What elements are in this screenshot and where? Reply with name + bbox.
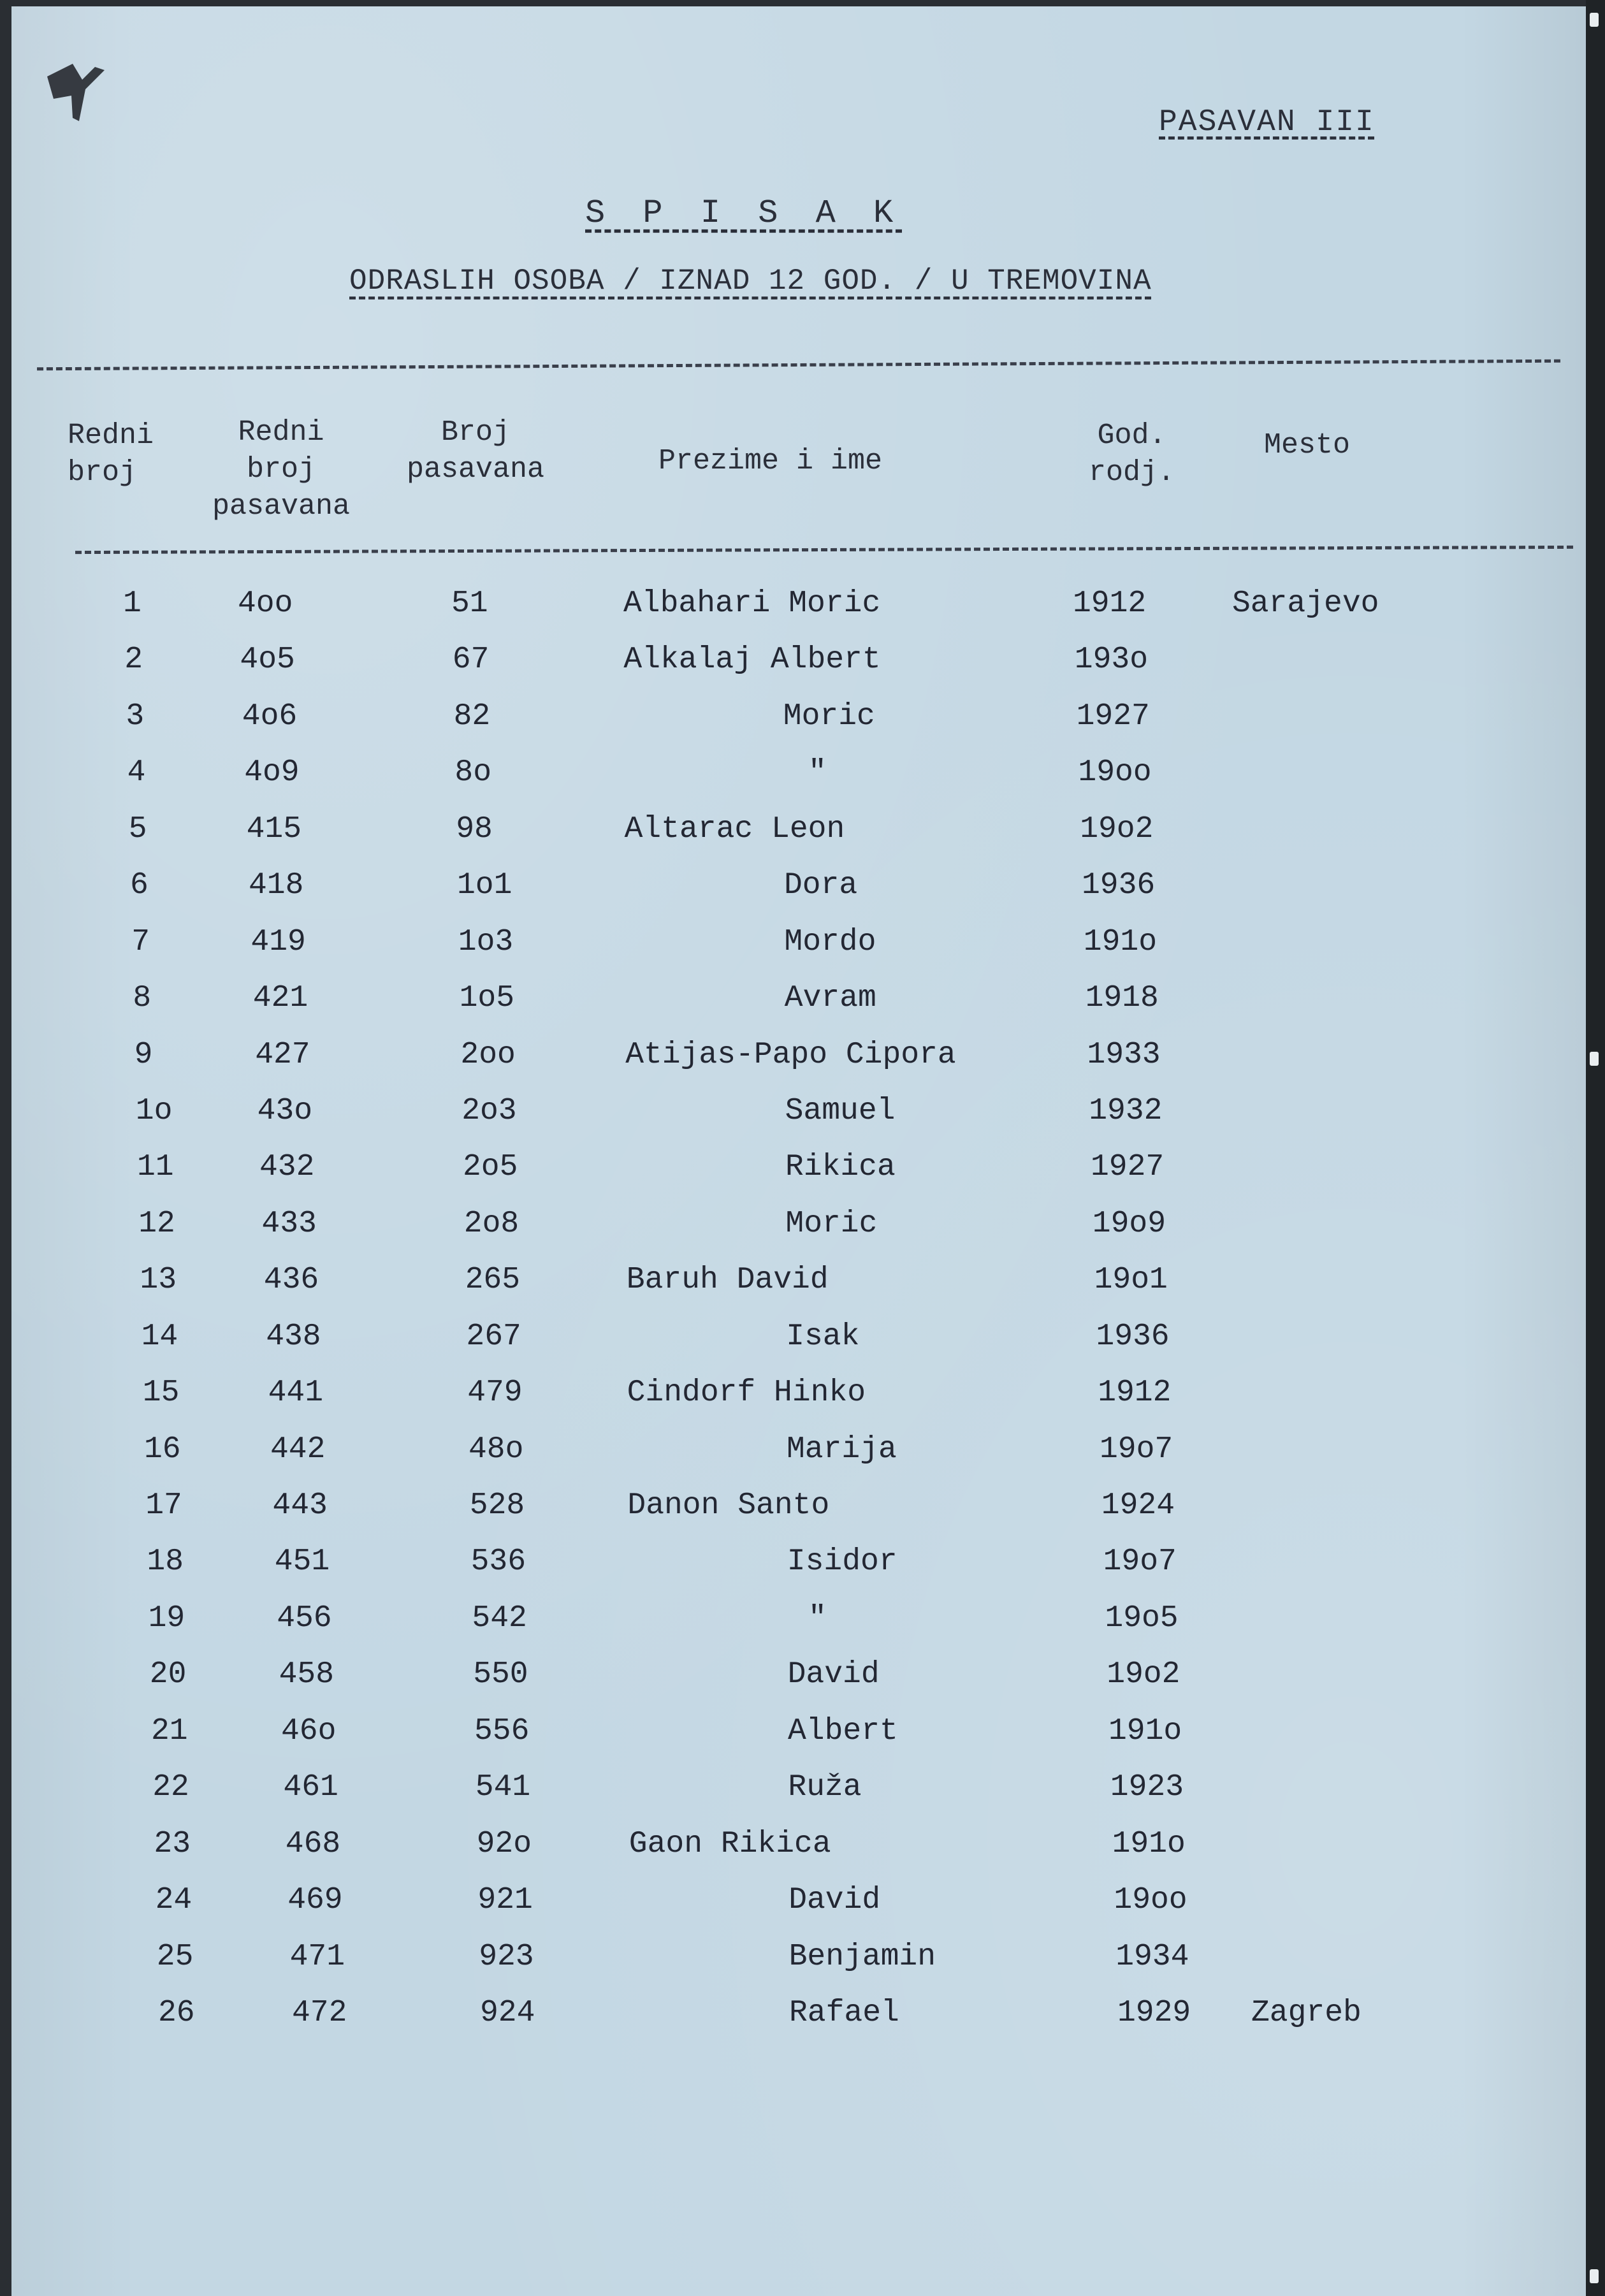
row-name: Mordo [784, 924, 876, 959]
row-pasavan-no: 43o [257, 1093, 313, 1128]
row-name: Rikica [785, 1150, 896, 1185]
row-name: Avram [784, 981, 876, 1016]
row-birth-year: 19o9 [1092, 1206, 1166, 1241]
ink-blot-mark [34, 51, 117, 127]
col-header-prezime-i-ime: Prezime i ime [658, 445, 883, 477]
row-place: Zagreb [1251, 1996, 1362, 2030]
col-header-god-rodj [1089, 418, 1175, 491]
row-pass-no: 51 [451, 586, 488, 621]
row-pasavan-no: 438 [266, 1319, 321, 1354]
row-number: 3 [126, 699, 145, 734]
row-pasavan-no: 458 [279, 1657, 335, 1692]
col-header-line: pasavana [407, 453, 545, 486]
row-pass-no: 1o5 [459, 981, 515, 1016]
punch-hole [1590, 13, 1599, 27]
row-pass-no: 542 [472, 1601, 527, 1636]
row-name: Ruža [788, 1770, 862, 1805]
row-birth-year: 1912 [1098, 1376, 1172, 1411]
row-pass-no: 921 [477, 1883, 533, 1918]
row-pass-no: 98 [456, 811, 493, 846]
row-birth-year: 1923 [1110, 1770, 1184, 1805]
row-pasavan-no: 468 [285, 1826, 341, 1861]
row-pass-no: 2o5 [463, 1150, 518, 1185]
col-header-line: rodj. [1089, 456, 1175, 489]
row-pasavan-no: 427 [255, 1037, 310, 1072]
row-birth-year: 1932 [1089, 1093, 1163, 1128]
document-subtitle: ODRASLIH OSOBA / IZNAD 12 GOD. / U TREMOVINA [349, 265, 1152, 298]
row-number: 8 [133, 981, 152, 1016]
row-birth-year: 19oo [1114, 1883, 1187, 1918]
row-name: Isak [786, 1319, 860, 1354]
row-pasavan-no: 442 [270, 1432, 326, 1467]
row-number: 5 [128, 811, 147, 846]
row-birth-year: 1912 [1073, 586, 1147, 621]
pasavan-label: PASAVAN III [1159, 105, 1375, 140]
row-pass-no: 92o [476, 1826, 532, 1861]
row-birth-year: 19o7 [1100, 1432, 1173, 1467]
row-birth-year: 191o [1112, 1826, 1186, 1861]
row-number: 14 [141, 1319, 178, 1354]
row-birth-year: 19o2 [1107, 1657, 1180, 1692]
row-pass-no: 48o [468, 1432, 524, 1467]
row-number: 22 [152, 1770, 189, 1805]
row-number: 25 [156, 1939, 194, 1974]
row-number: 24 [155, 1883, 192, 1918]
row-pasavan-no: 415 [246, 811, 302, 846]
col-header-line: Redni [238, 416, 324, 449]
row-number: 19 [148, 1601, 185, 1636]
row-pasavan-no: 432 [259, 1150, 315, 1185]
row-pass-no: 2o3 [461, 1093, 517, 1128]
row-number: 17 [145, 1488, 182, 1523]
row-name: " [808, 1601, 827, 1636]
row-number: 23 [154, 1826, 191, 1861]
row-number: 2 [124, 643, 143, 678]
col-header-redni-broj [68, 418, 154, 491]
row-birth-year: 19o5 [1105, 1601, 1179, 1636]
row-pasavan-no: 4oo [238, 586, 293, 621]
row-pass-no: 2o8 [463, 1206, 519, 1241]
row-number: 12 [138, 1206, 175, 1241]
col-header-line: broj [247, 453, 316, 486]
row-name: David [788, 1883, 881, 1918]
col-header-line: Redni [68, 419, 154, 452]
row-birth-year: 19o2 [1080, 811, 1154, 846]
row-name: Moric [783, 699, 875, 734]
row-pass-no: 8o [454, 755, 491, 790]
row-pasavan-no: 4o6 [242, 699, 298, 734]
col-header-line: pasavana [212, 490, 351, 523]
row-pass-no: 479 [467, 1376, 523, 1411]
document-sheet [11, 6, 1586, 2296]
header-bottom-rule [75, 546, 1573, 554]
row-pass-no: 536 [470, 1544, 527, 1580]
row-pasavan-no: 469 [287, 1883, 343, 1918]
row-number: 21 [151, 1713, 188, 1748]
row-pasavan-no: 419 [251, 924, 306, 959]
row-birth-year: 1936 [1096, 1319, 1170, 1354]
row-number: 6 [130, 868, 149, 903]
row-number: 11 [137, 1150, 174, 1185]
row-name: Samuel [785, 1093, 896, 1128]
row-name: Albert [788, 1713, 898, 1748]
row-pasavan-no: 451 [274, 1544, 330, 1580]
row-birth-year: 1927 [1091, 1150, 1165, 1185]
row-name: Isidor [787, 1544, 897, 1580]
row-pass-no: 1o3 [458, 924, 514, 959]
col-header-line: God. [1097, 419, 1166, 452]
row-name: Atijas-Papo Cipora [625, 1037, 956, 1072]
row-birth-year: 1934 [1115, 1939, 1189, 1974]
row-name: Alkalaj Albert [623, 643, 881, 678]
row-name: " [808, 755, 827, 790]
row-birth-year: 1924 [1101, 1488, 1175, 1523]
row-name: David [787, 1657, 880, 1692]
document-title: S P I S A K [585, 194, 903, 232]
col-header-mesto: Mesto [1264, 429, 1351, 461]
row-pasavan-no: 421 [252, 981, 309, 1016]
row-pasavan-no: 4o9 [244, 755, 300, 790]
col-header-line: broj [68, 456, 137, 489]
row-pasavan-no: 436 [263, 1263, 319, 1298]
row-number: 15 [142, 1376, 180, 1411]
row-name: Danon Santo [627, 1488, 830, 1523]
row-pass-no: 265 [465, 1263, 521, 1298]
row-name: Gaon Rikica [628, 1826, 831, 1861]
row-pasavan-no: 433 [261, 1206, 317, 1241]
row-pass-no: 923 [479, 1939, 534, 1974]
row-pass-no: 82 [453, 699, 491, 734]
row-number: 1 [123, 586, 142, 621]
row-name: Cindorf Hinko [627, 1376, 866, 1411]
row-number: 1o [135, 1093, 173, 1128]
row-name: Altarac Leon [624, 811, 845, 846]
row-name: Marija [787, 1432, 897, 1467]
punch-hole [1590, 2269, 1599, 2283]
row-name: Dora [784, 868, 858, 903]
row-number: 16 [144, 1432, 181, 1467]
punch-hole [1590, 1052, 1599, 1066]
col-header-broj-pasavana [407, 414, 544, 488]
row-pass-no: 541 [475, 1770, 531, 1805]
row-pass-no: 67 [452, 643, 490, 678]
row-pass-no: 924 [480, 1996, 535, 2030]
row-pass-no: 556 [474, 1713, 530, 1748]
row-birth-year: 19oo [1078, 755, 1152, 790]
row-birth-year: 1936 [1082, 868, 1156, 903]
row-number: 18 [147, 1544, 184, 1580]
row-pasavan-no: 418 [249, 868, 304, 903]
row-pasavan-no: 472 [292, 1996, 347, 2030]
row-name: Baruh David [626, 1263, 829, 1298]
row-pasavan-no: 456 [277, 1601, 332, 1636]
row-number: 20 [149, 1657, 187, 1692]
header-top-rule [37, 360, 1560, 371]
row-name: Rafael [789, 1996, 899, 2030]
row-number: 7 [131, 924, 150, 959]
row-birth-year: 19o7 [1103, 1544, 1177, 1580]
row-pass-no: 550 [473, 1657, 528, 1692]
row-birth-year: 191o [1083, 924, 1158, 959]
row-pasavan-no: 461 [283, 1770, 338, 1805]
row-number: 26 [158, 1996, 195, 2030]
scan-edge [1586, 0, 1605, 2296]
row-birth-year: 1918 [1085, 981, 1159, 1016]
row-birth-year: 1927 [1076, 699, 1150, 734]
row-pasavan-no: 46o [281, 1713, 337, 1748]
row-pasavan-no: 471 [289, 1939, 345, 1974]
row-number: 13 [140, 1263, 177, 1298]
row-place: Sarajevo [1232, 586, 1379, 621]
row-birth-year: 191o [1108, 1713, 1182, 1748]
row-name: Moric [785, 1206, 878, 1241]
row-pass-no: 528 [469, 1488, 525, 1523]
row-pasavan-no: 4o5 [240, 643, 295, 678]
row-birth-year: 1933 [1087, 1037, 1161, 1072]
row-number: 4 [127, 755, 146, 790]
row-number: 9 [134, 1037, 153, 1072]
row-birth-year: 193o [1074, 643, 1149, 678]
col-header-redni-broj-pasavana [212, 414, 350, 525]
row-birth-year: 19o1 [1094, 1263, 1168, 1298]
row-name: Benjamin [788, 1939, 936, 1974]
col-header-line: Broj [441, 416, 511, 449]
row-pasavan-no: 443 [272, 1488, 328, 1523]
row-pasavan-no: 441 [268, 1376, 324, 1411]
row-pass-no: 2oo [460, 1037, 516, 1072]
row-pass-no: 1o1 [457, 868, 512, 903]
row-birth-year: 1929 [1117, 1996, 1191, 2030]
row-pass-no: 267 [466, 1319, 521, 1354]
row-name: Albahari Moric [623, 586, 881, 621]
